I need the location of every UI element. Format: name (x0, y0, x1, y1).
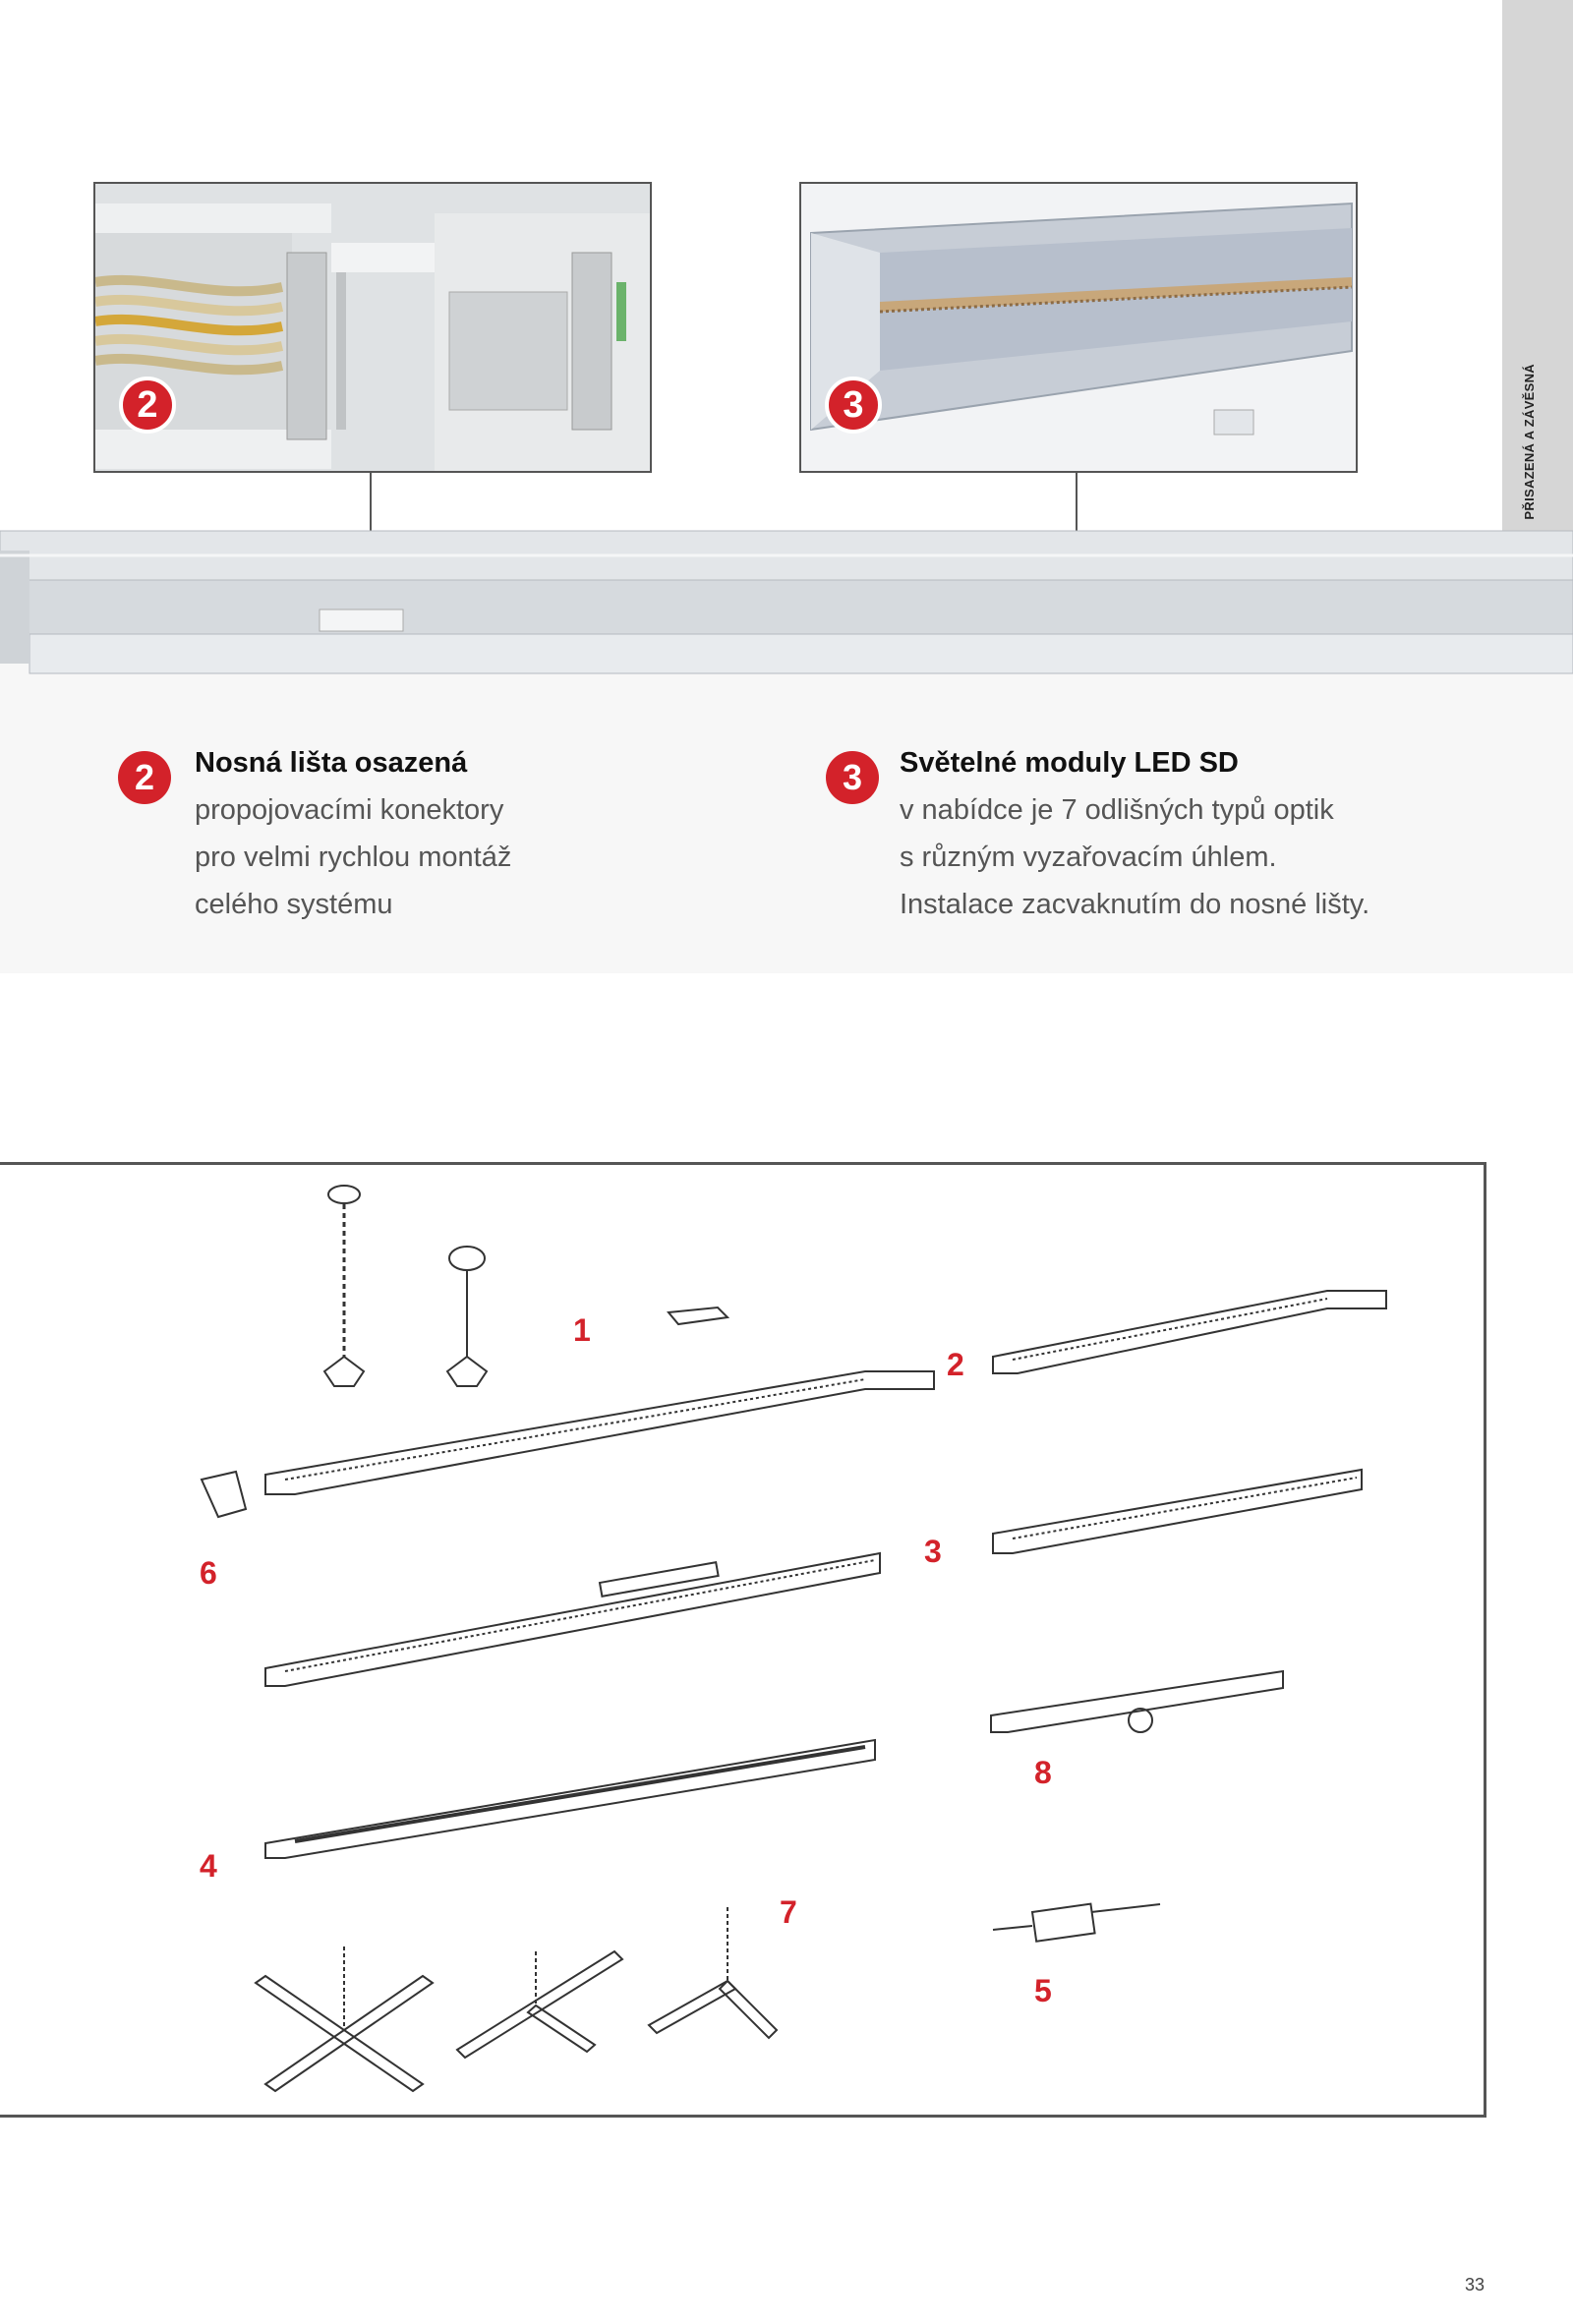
led-module-photo (799, 182, 1358, 473)
led-module-photo-illustration (801, 184, 1356, 471)
label-5: 5 (1034, 1973, 1052, 2008)
label-8: 8 (1034, 1755, 1052, 1790)
components-diagram (0, 1162, 1486, 2118)
profile-rail-illustration (0, 521, 1573, 688)
label-2: 2 (947, 1347, 964, 1382)
label-1: 1 (573, 1312, 591, 1348)
connector-description (195, 739, 511, 928)
connector-description-line-1: propojovacími konektory (195, 794, 504, 826)
connector-description-title: Nosná lišta osazená (195, 747, 468, 779)
led-description (900, 739, 1369, 928)
label-4: 4 (200, 1848, 217, 1884)
led-description-line-3: Instalace zacvaknutím do nosné lišty. (900, 889, 1370, 920)
badge-2-icon: 2 (119, 377, 176, 434)
label-7: 7 (780, 1894, 797, 1930)
connector-description-line-2: pro velmi rychlou montáž (195, 842, 512, 873)
connector-photo-illustration (95, 184, 650, 471)
led-description-line-1: v nabídce je 7 odlišných typů optik (900, 794, 1334, 826)
components-line-drawings (0, 1165, 1486, 2121)
page-number: 33 (1465, 2275, 1486, 2295)
label-6: 6 (200, 1555, 217, 1591)
desc-badge-3-icon: 3 (826, 751, 879, 804)
led-description-title: Světelné moduly LED SD (900, 747, 1239, 779)
connector-photo (93, 182, 652, 473)
label-3: 3 (924, 1534, 942, 1569)
badge-3-icon: 3 (825, 377, 882, 434)
led-description-line-2: s různým vyzařovacím úhlem. (900, 842, 1277, 873)
desc-badge-2-icon: 2 (118, 751, 171, 804)
section-side-tab-label: PŘISAZENÁ A ZÁVĚSNÁ (1522, 364, 1537, 520)
connector-description-line-3: celého systému (195, 889, 393, 920)
